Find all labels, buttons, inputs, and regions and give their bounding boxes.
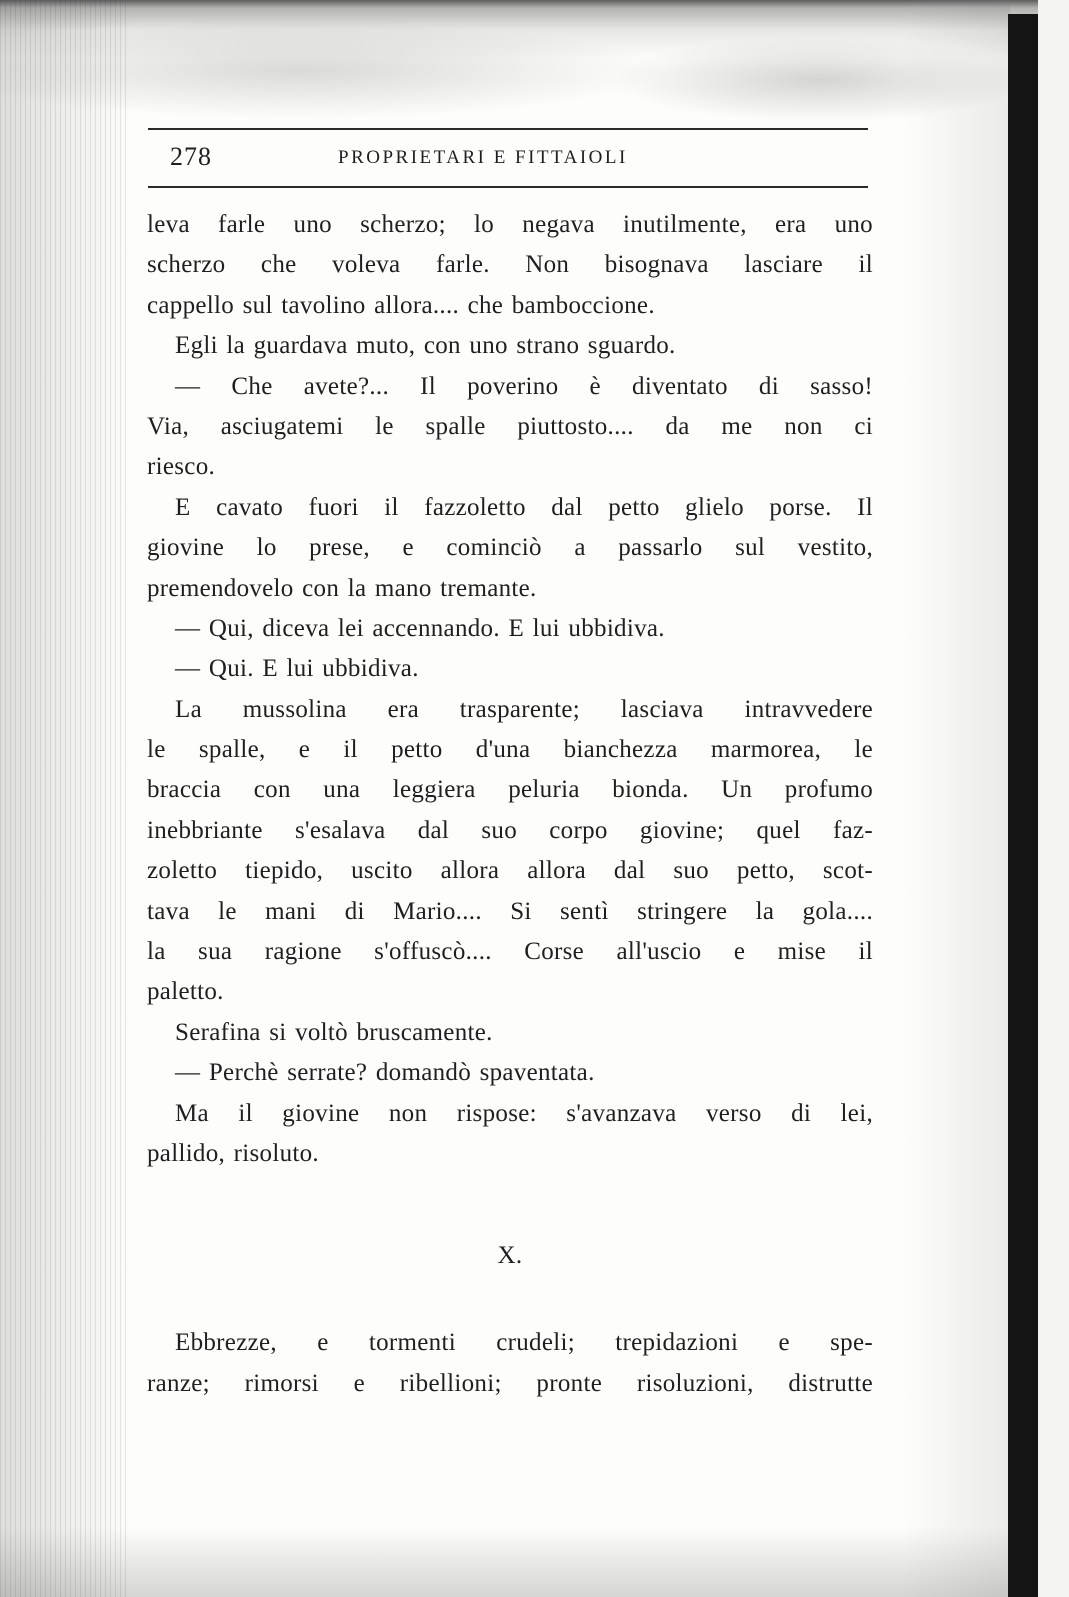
text-line: Ebbrezze, e tormenti crudeli; trepidazioni e spe-	[175, 1329, 873, 1357]
text-line: leva farle uno scherzo; lo negava inutilmente, era uno	[147, 211, 873, 238]
running-head	[148, 128, 868, 188]
text-line: Ma il giovine non rispose: s'avanzava verso di lei,	[175, 1099, 873, 1127]
text-line: Serafina si voltò bruscamente.	[175, 1018, 493, 1046]
text-line: — Qui, diceva lei accennando. E lui ubbidiva.	[175, 614, 665, 642]
text-line: giovine lo prese, e cominciò a passarlo sul vestito,	[147, 534, 873, 562]
text-line: Egli la guardava muto, con uno strano sguardo.	[175, 332, 676, 360]
section-spacer	[147, 1174, 873, 1236]
scan-shadow-right	[900, 0, 1010, 1597]
scan-shadow-bottom	[0, 1527, 1069, 1597]
page-edge	[1038, 0, 1069, 1597]
text-line: paletto.	[147, 978, 224, 1006]
text-line: — Perchè serrate? domandò spaventata.	[175, 1059, 595, 1087]
text-line: cappello sul tavolino allora.... che bamboccione.	[147, 291, 655, 319]
text-line: premendovelo con la mano tremante.	[147, 574, 537, 602]
section-spacer	[147, 1276, 873, 1323]
text-line: tava le mani di Mario.... Si sentì stringere la gola....	[147, 897, 873, 925]
running-title: PROPRIETARI E FITTAIOLI	[338, 147, 628, 168]
text-line: inebbriante s'esalava dal suo corpo giovine; quel faz-	[147, 816, 873, 844]
text-line: Via, asciugatemi le spalle piuttosto.... da me non ci	[147, 412, 873, 440]
text-line: La mussolina era trasparente; lasciava intravvedere	[175, 695, 873, 723]
text-line: E cavato fuori il fazzoletto dal petto glielo porse. Il	[175, 493, 873, 521]
text-line: zoletto tiepido, uscito allora allora dal suo petto, scot-	[147, 857, 873, 885]
text-line: pallido, risoluto.	[147, 1139, 319, 1167]
text-line: — Qui. E lui ubbidiva.	[175, 655, 419, 683]
text-line: — Che avete?... Il poverino è diventato di sasso!	[175, 372, 873, 400]
text-line: le spalle, e il petto d'una bianchezza marmorea, le	[147, 736, 873, 764]
text-line: la sua ragione s'offuscò.... Corse all'uscio e mise il	[147, 938, 873, 966]
text-line: riesco.	[147, 453, 216, 481]
text-line: braccia con una leggiera peluria bionda. Un profumo	[147, 776, 873, 804]
text-line: scherzo che voleva farle. Non bisognava lasciare il	[147, 251, 873, 279]
body-text	[147, 205, 873, 1404]
section-heading: X.	[497, 1242, 523, 1270]
page-number: 278	[170, 142, 212, 171]
text-line: ranze; rimorsi e ribellioni; pronte risoluzioni, distrutte	[147, 1369, 873, 1397]
scan-shadow-left	[0, 0, 130, 1597]
binding-edge	[1008, 14, 1038, 1597]
